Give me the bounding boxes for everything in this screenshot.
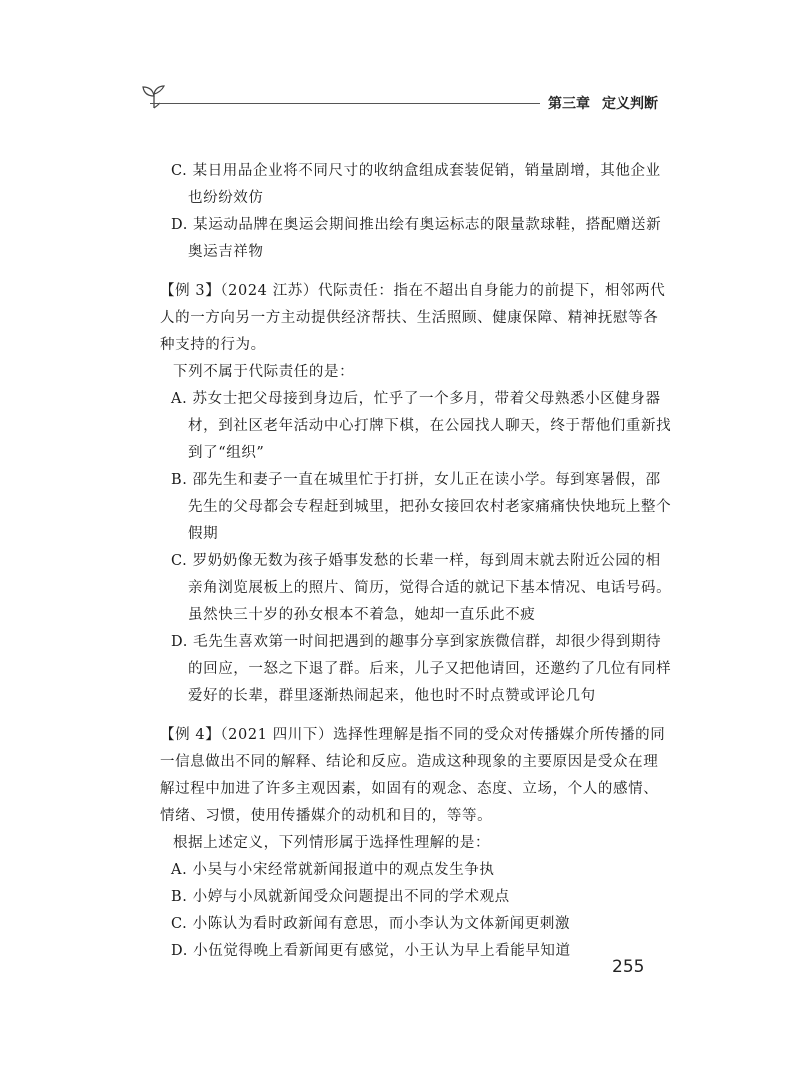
example-4 bbox=[160, 722, 672, 965]
example-4-option-d: D. 小伍觉得晚上看新闻更有感觉，小王认为早上看能早知道 bbox=[171, 943, 571, 959]
example-3-option-a: A. 苏女士把父母接到身边后，忙乎了一个多月，带着父母熟悉小区健身器材，到社区老年活动中心打牌下棋，在公园找人聊天，终于帮他们重新找到了“组织” bbox=[171, 391, 672, 461]
example-4-question: 根据上述定义，下列情形属于选择性理解的是： bbox=[173, 835, 491, 851]
example-4-option-b: B. 小婷与小凤就新闻受众问题提出不同的学术观点 bbox=[171, 889, 510, 905]
chapter-number: 第三章 bbox=[548, 96, 590, 112]
example-4-option-c: C. 小陈认为看时政新闻有意思，而小李认为文体新闻更刺激 bbox=[171, 916, 571, 932]
chapter-title: 定义判断 bbox=[602, 96, 658, 112]
sprout-leaf-icon bbox=[140, 84, 168, 110]
header-rule bbox=[150, 103, 540, 104]
example-3-intro: 【例 3】（2024 江苏）代际责任：指在不超出自身能力的前提下，相邻两代人的一方向另一方主动提供经济帮扶、生活照顾、健康保障、精神抚慰等各种支持的行为。 bbox=[160, 283, 666, 353]
example-3-question: 下列不属于代际责任的是： bbox=[173, 364, 355, 380]
example-3 bbox=[160, 278, 672, 710]
example-4-intro: 【例 4】（2021 四川下）选择性理解是指不同的受众对传播媒介所传播的同一信息做出不同的解释、结论和反应。造成这种现象的主要原因是受众在理解过程中加进了许多主观因素，如固有的观念、态度、立场，个人的感情、情绪、习惯，使用传播媒介的动机和目的，等等。 bbox=[160, 727, 666, 824]
page-content bbox=[160, 158, 672, 965]
example-3-option-d: D. 毛先生喜欢第一时间把遇到的趣事分享到家族微信群，却很少得到期待的回应，一怒之下退了群。后来，儿子又把他请回，还邀约了几位有同样爱好的长辈，群里逐渐热闹起来，他也时不时点赞或评论几句 bbox=[171, 634, 672, 704]
page-number: 255 bbox=[612, 957, 645, 977]
prev-option-d: D. 某运动品牌在奥运会期间推出绘有奥运标志的限量款球鞋，搭配赠送新奥运吉祥物 bbox=[171, 217, 662, 260]
example-3-option-c: C. 罗奶奶像无数为孩子婚事发愁的长辈一样，每到周末就去附近公园的相亲角浏览展板上的照片、简历，觉得合适的就记下基本情况、电话号码。虽然快三十岁的孙女根本不着急，她却一直乐此不疲 bbox=[171, 553, 672, 623]
chapter-heading bbox=[548, 93, 658, 113]
example-3-option-b: B. 邵先生和妻子一直在城里忙于打拼，女儿正在读小学。每到寒暑假，邵先生的父母都会专程赶到城里，把孙女接回农村老家痛痛快快地玩上整个假期 bbox=[171, 472, 672, 542]
example-4-option-a: A. 小吴与小宋经常就新闻报道中的观点发生争执 bbox=[171, 862, 495, 878]
prev-option-c: C. 某日用品企业将不同尺寸的收纳盒组成套装促销，销量剧增，其他企业也纷纷效仿 bbox=[171, 163, 661, 206]
